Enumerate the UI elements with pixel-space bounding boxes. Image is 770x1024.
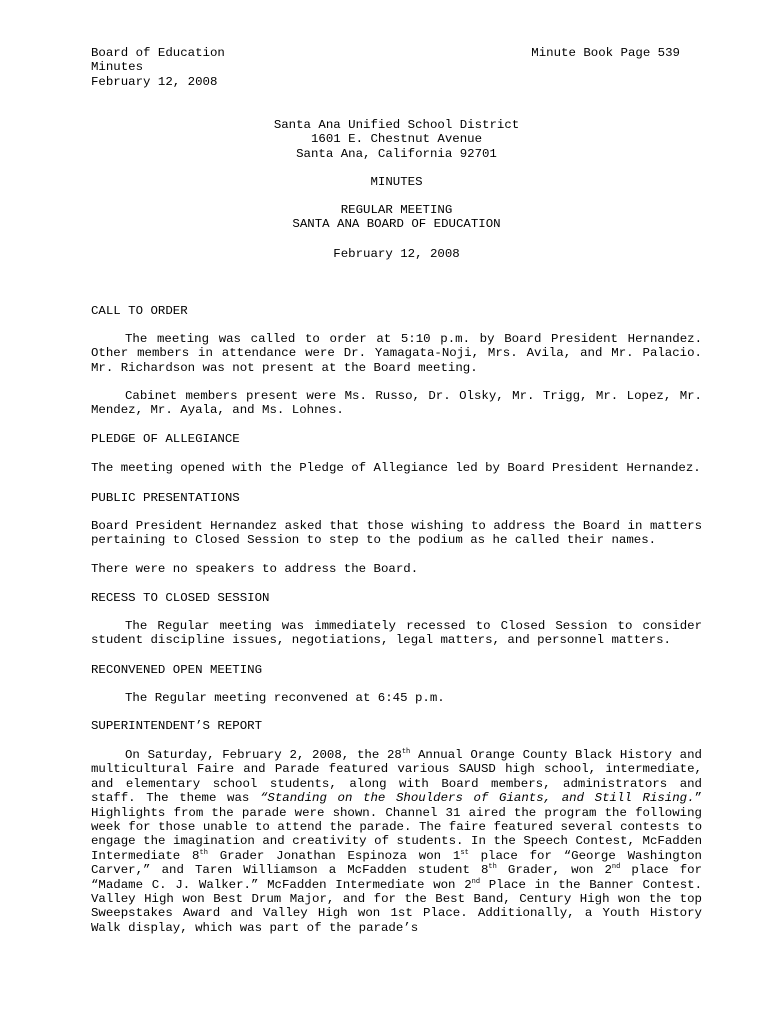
page-header [91, 46, 702, 89]
superintendent-paragraph: On Saturday, February 2, 2008, the 28th Annual Orange County Black History and multicultural Faire and Parade featured various SAUSD high school, intermediate, and elementary school students, along with Board members, administrators and staff. The theme was “Standing on the Shoulders of Giants, and Still Rising.” Highlights from the parade were shown. Channel 31 aired the program the following week for those unable to attend the parade. The faire featured several contests to engage the imagination and creativity of students. In the Speech Contest, McFadden Intermediate 8th Grader Jonathan Espinoza won 1st place for “George Washington Carver,” and Taren Williamson a McFadden student 8th Grader, won 2nd place for “Madame C. J. Walker.” McFadden Intermediate won 2nd Place in the Banner Contest. Valley High won Best Drum Major, and for the Best Band, Century High won the top Sweepstakes Award and Valley High won 1st Place. Additionally, a Youth History Walk display, which was part of the parade’s [91, 748, 703, 935]
meeting-date: February 12, 2008 [333, 247, 460, 261]
minute-book-page: Minute Book Page 539 [531, 46, 680, 60]
heading-public-presentations: PUBLIC PRESENTATIONS [91, 491, 240, 505]
heading-pledge: PLEDGE OF ALLEGIANCE [91, 432, 240, 446]
minutes-title: MINUTES [370, 175, 423, 189]
meeting-block [91, 203, 702, 232]
district-name: Santa Ana Unified School District [273, 118, 520, 132]
call-to-order-paragraph: The meeting was called to order at 5:10 p.m. by Board President Hernandez. Other members in attendance were Dr. Yamagata-Noji, Mrs. Avila, and Mr. Palacio. Mr. Richardson was not present at the Board meeting. [91, 332, 702, 375]
header-minutes: Minutes [91, 60, 144, 75]
header-date: February 12, 2008 [91, 74, 218, 89]
district-address: 1601 E. Chestnut Avenue [310, 132, 483, 147]
district-city: Santa Ana, California 92701 [296, 146, 497, 161]
meeting-type: REGULAR MEETING [340, 203, 453, 217]
heading-superintendent-report: SUPERINTENDENT’S REPORT [91, 719, 263, 733]
district-block [91, 118, 702, 161]
pledge-paragraph: The meeting opened with the Pledge of Allegiance led by Board President Hernandez. [91, 461, 701, 475]
recess-paragraph: The Regular meeting was immediately recessed to Closed Session to consider student discipline issues, negotiations, legal matters, and personnel matters. [91, 619, 702, 648]
heading-recess: RECESS TO CLOSED SESSION [91, 591, 270, 605]
board-name: SANTA ANA BOARD OF EDUCATION [292, 217, 501, 232]
no-speakers-paragraph: There were no speakers to address the Board. [91, 562, 419, 576]
cabinet-paragraph: Cabinet members present were Ms. Russo, Dr. Olsky, Mr. Trigg, Mr. Lopez, Mr. Mendez, Mr. Ayala, and Ms. Lohnes. [91, 389, 702, 418]
heading-call-to-order: CALL TO ORDER [91, 304, 188, 318]
public-paragraph: Board President Hernandez asked that those wishing to address the Board in matters pertaining to Closed Session to step to the podium as he called their names. [91, 519, 702, 548]
reconvened-paragraph: The Regular meeting reconvened at 6:45 p.m. [125, 691, 445, 705]
heading-reconvened: RECONVENED OPEN MEETING [91, 663, 263, 677]
header-board: Board of Education [91, 46, 225, 60]
